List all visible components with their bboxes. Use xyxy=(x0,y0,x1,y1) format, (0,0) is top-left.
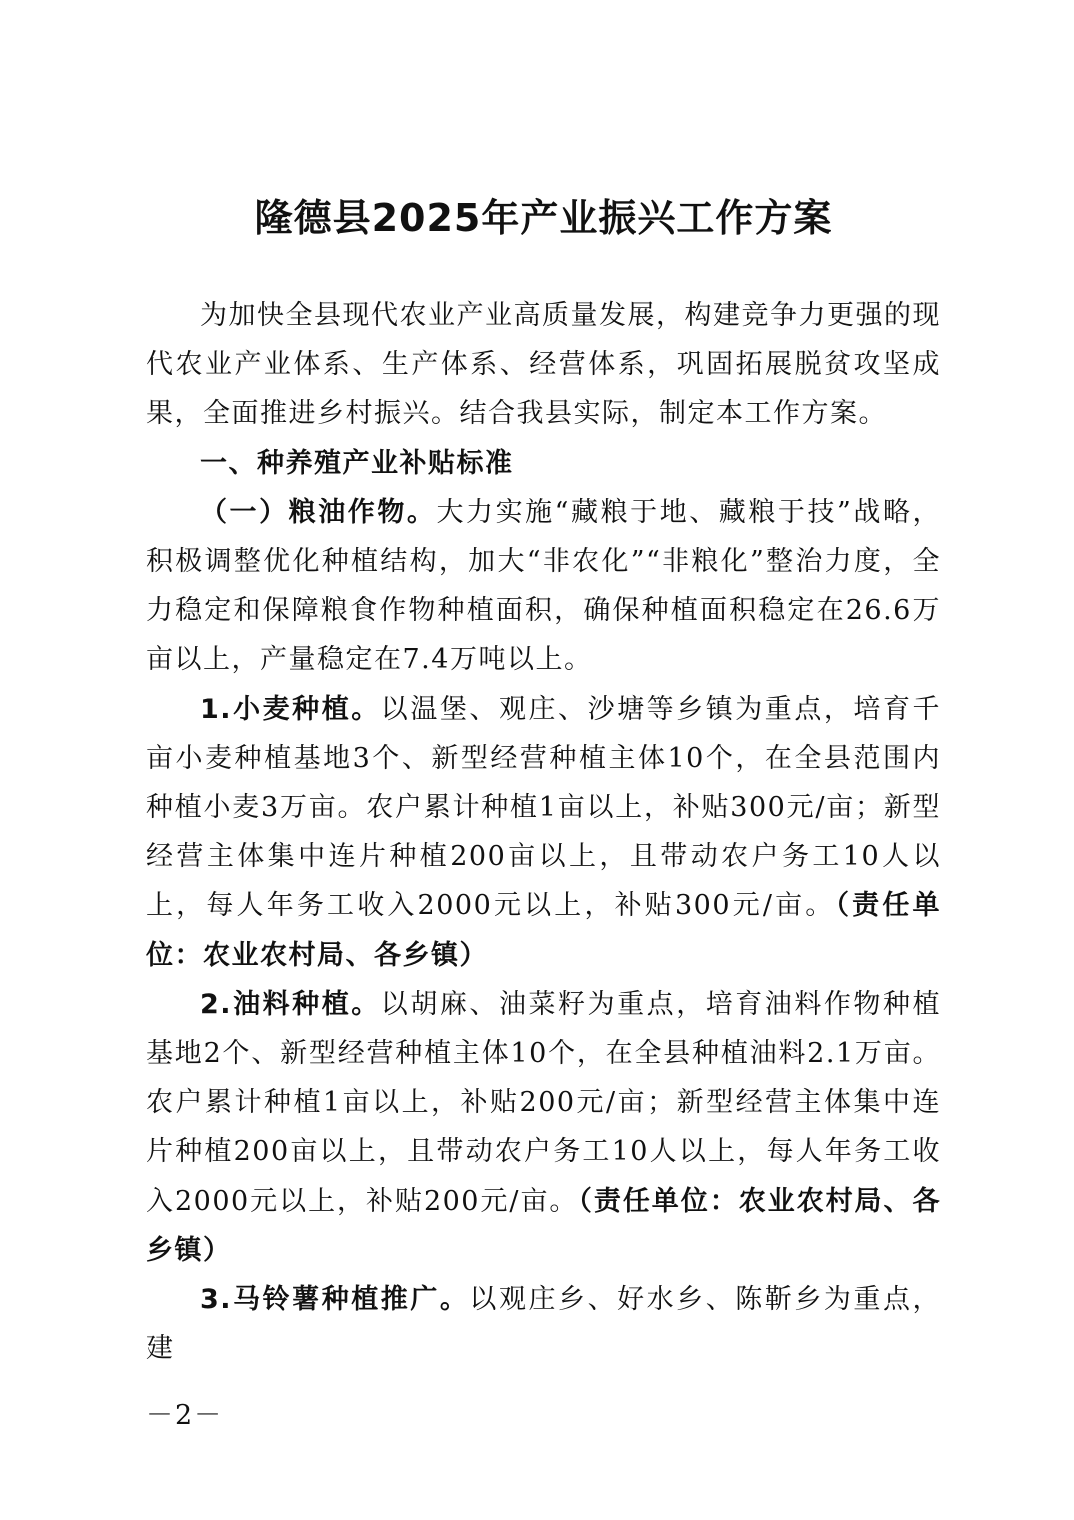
item-paragraph-potato xyxy=(146,1275,941,1373)
item-paragraph-wheat xyxy=(146,685,941,980)
item-text-oil: 以胡麻、油菜籽为重点，培育油料作物种植基地2个、新型经营种植主体10个，在全县种植油料2.1万亩。农户累计种植1亩以上，补贴200元/亩；新型经营主体集中连片种植200亩以上，且带动农户务工10人以上，每人年务工收入2000元以上，补贴200元/亩。 xyxy=(146,988,942,1217)
intro-paragraph: 为加快全县现代农业产业高质量发展，构建竞争力更强的现代农业产业体系、生产体系、经营体系，巩固拓展脱贫攻坚成果，全面推进乡村振兴。结合我县实际，制定本工作方案。 xyxy=(146,300,941,430)
item-heading-potato: 3.马铃薯种植推广。 xyxy=(200,1284,470,1316)
subsection-heading: （一）粮油作物。 xyxy=(200,496,437,528)
item-text-potato: 以观庄乡、好水乡、陈靳乡为重点，建 xyxy=(146,1284,942,1365)
subsection-paragraph xyxy=(146,488,941,685)
item-responsibility-wheat: （责任单位：农业农村局、各乡镇） xyxy=(146,890,942,971)
document-page xyxy=(146,188,941,1373)
subsection-text: 大力实施“藏粮于地、藏粮于技”战略，积极调整优化种植结构，加大“非农化”“非粮化”整治力度，全力稳定和保障粮食作物种植面积，确保种植面积稳定在26.6万亩以上，产量稳定在7.4万吨以上。 xyxy=(146,496,942,676)
item-responsibility-oil: （责任单位：农业农村局、各乡镇） xyxy=(146,1185,941,1266)
page-number: －2－ xyxy=(146,1400,224,1431)
section-heading: 一、种养殖产业补贴标准 xyxy=(200,447,514,479)
item-heading-wheat: 1.小麦种植。 xyxy=(200,693,381,725)
item-heading-oil: 2.油料种植。 xyxy=(200,988,381,1020)
item-paragraph-oil xyxy=(146,980,941,1275)
document-title: 隆德县2025年产业振兴工作方案 xyxy=(254,196,833,240)
item-text-wheat: 以温堡、观庄、沙塘等乡镇为重点，培育千亩小麦种植基地3个、新型经营种植主体10个，在全县范围内种植小麦3万亩。农户累计种植1亩以上，补贴300元/亩；新型经营主体集中连片种植200亩以上，且带动农户务工10人以上，每人年务工收入2000元以上，补贴300元/亩。 xyxy=(146,693,942,922)
